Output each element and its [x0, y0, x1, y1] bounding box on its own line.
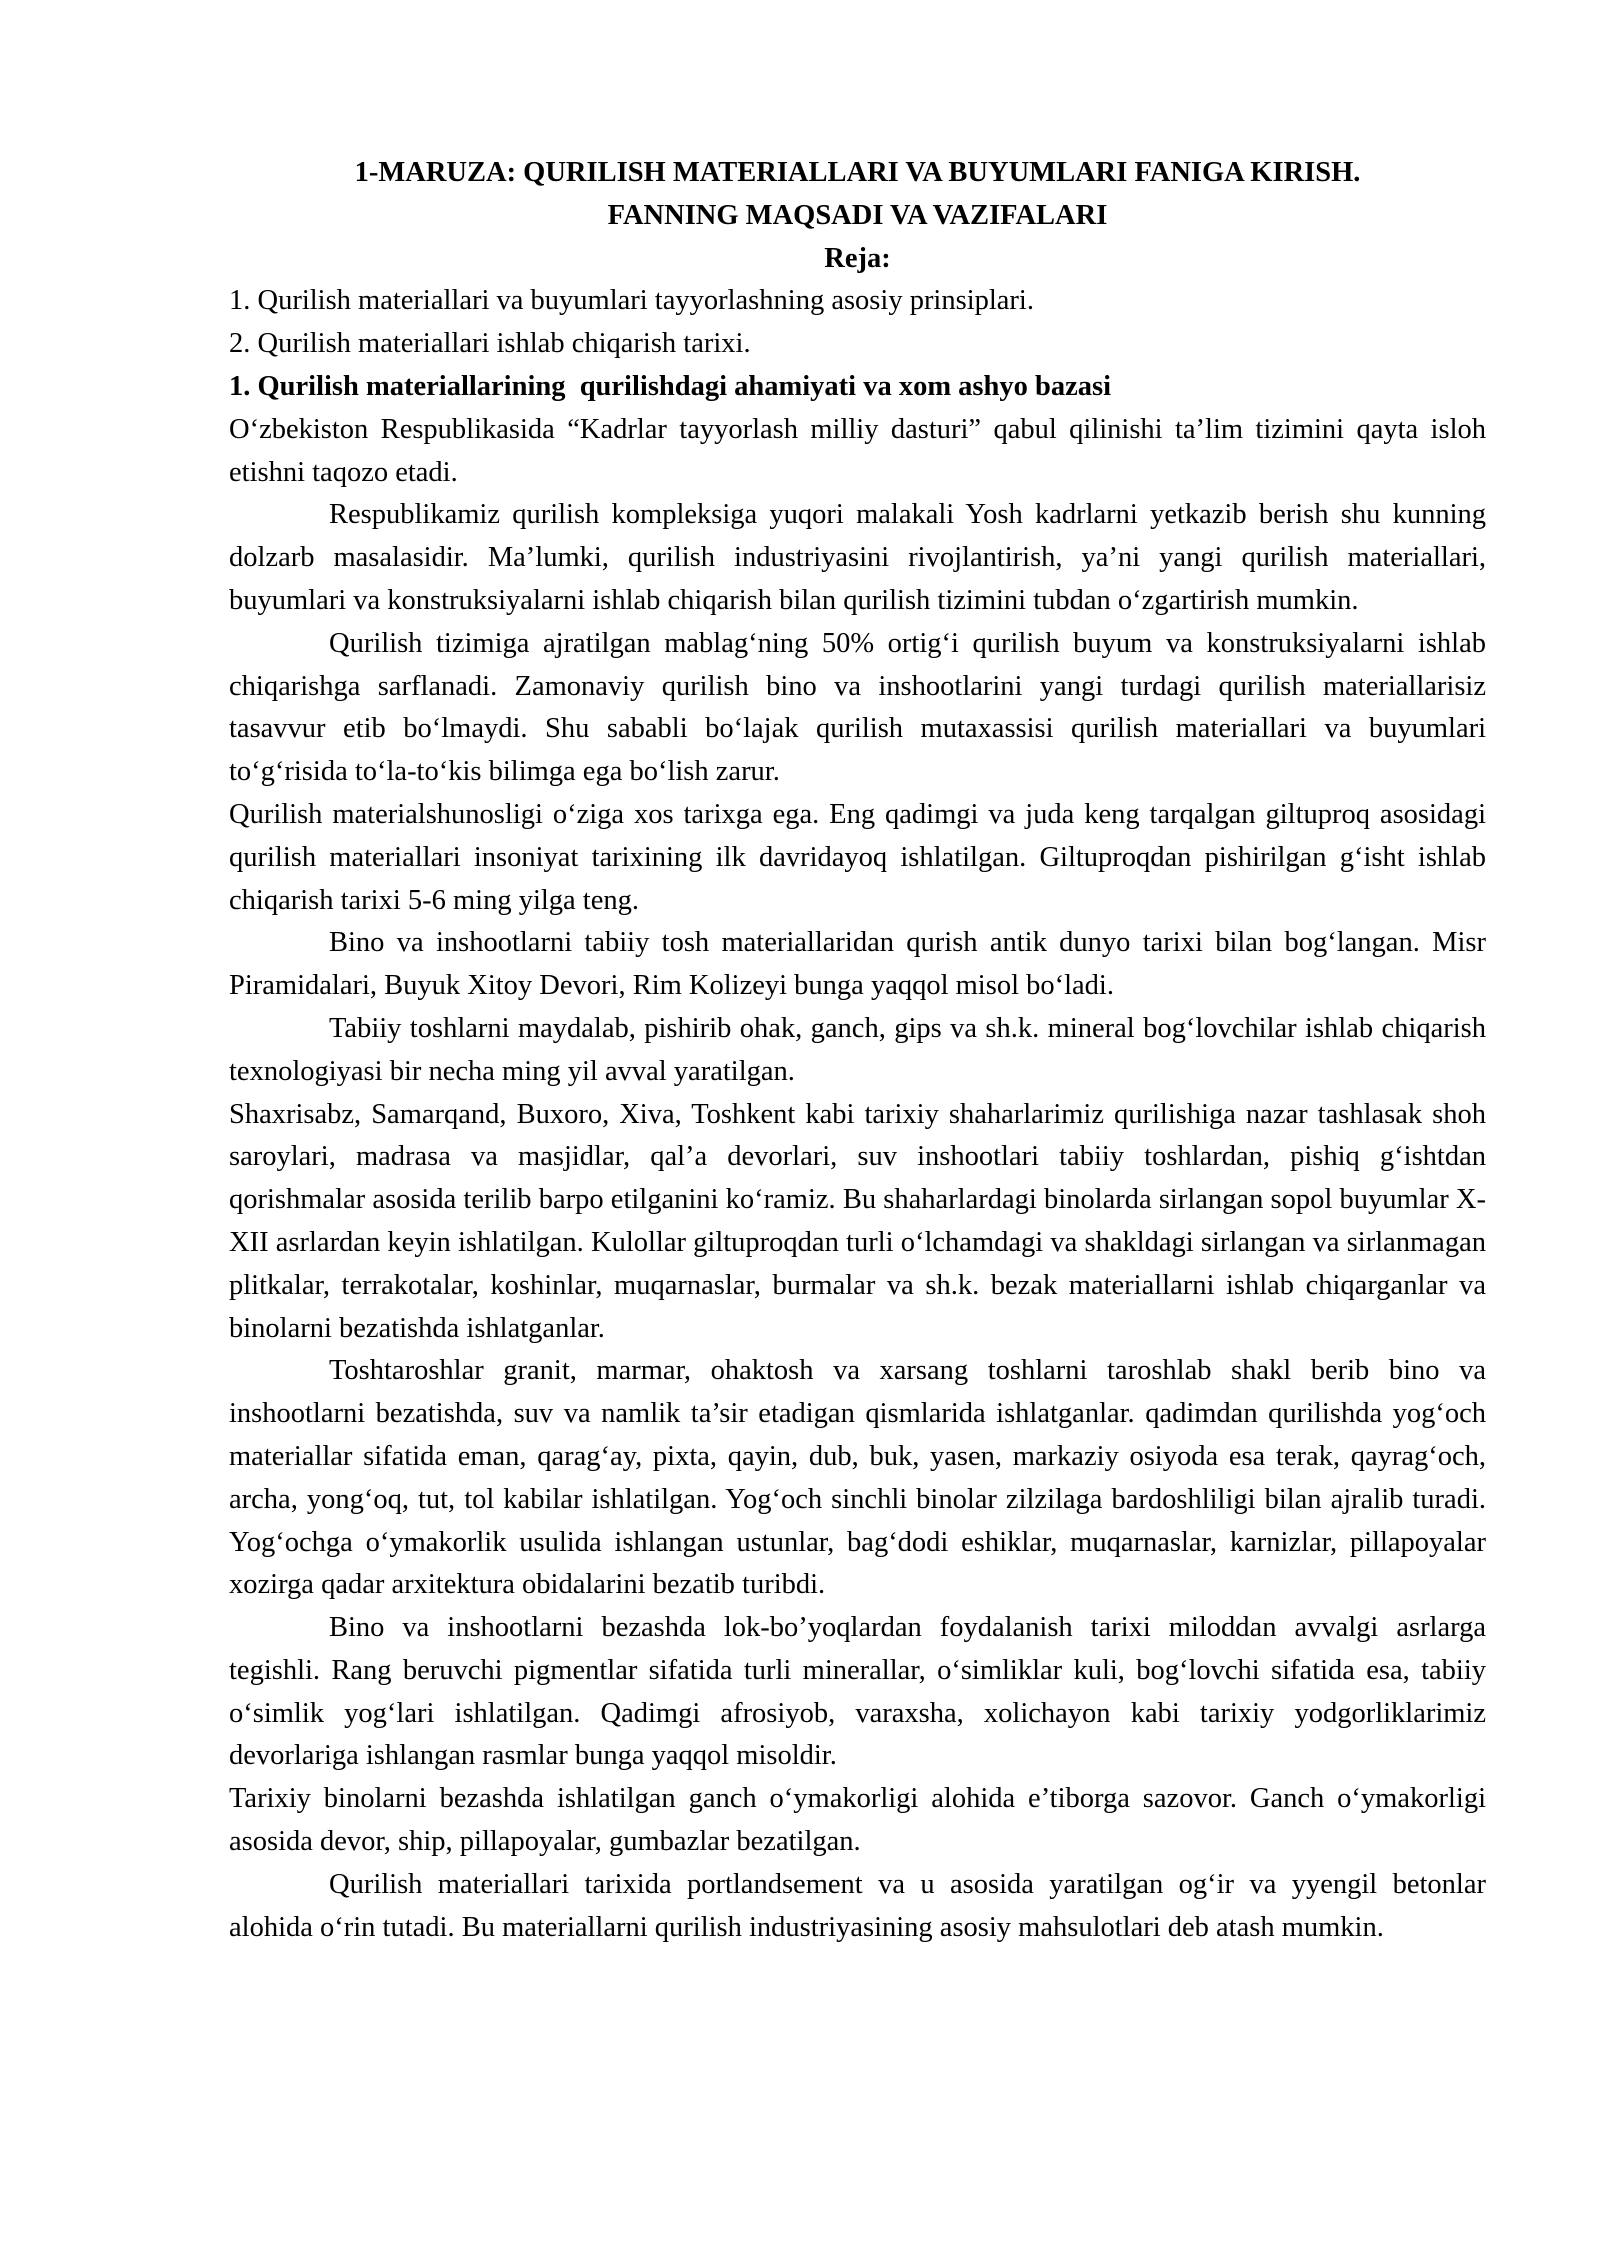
paragraph: Respublikamiz qurilish kompleksiga yuqori malakali Yosh kadrlarni yetkazib berish shu kunning dolzarb masalasidir. Ma’lumki, qurilish industriyasini rivojlantirish, ya’ni yangi qurilish materiallari, buyumlari va konstruksiyalarni ishlab chiqarish bilan qurilish tizimini tubdan oʻzgartirish mumkin.	[229, 499, 1486, 616]
paragraph: Shaxrisabz, Samarqand, Buxoro, Xiva, Toshkent kabi tarixiy shaharlarimiz qurilishiga nazar tashlasak shoh saroylari, madrasa va masjidlar, qal’a devorlari, suv inshootlari tabiiy toshlardan, pishiq gʻishtdan qorishmalar asosida terilib barpo etilganini koʻramiz. Bu shaharlardagi binolarda sirlangan sopol buyumlar X-XII asrlardan keyin ishlatilgan. Kulollar giltuproqdan turli oʻlchamdagi va shakldagi sirlangan va sirlanmagan plitkalar, terrakotalar, koshinlar, muqarnaslar, burmalar va sh.k. bezak materiallarni ishlab chiqarganlar va binolarni bezatishda ishlatganlar.	[229, 1098, 1486, 1344]
section-heading: 1. Qurilish materiallarining qurilishdagi ahamiyati va xom ashyo bazasi	[229, 370, 1112, 402]
paragraph: Tabiiy toshlarni maydalab, pishirib ohak, ganch, gips va sh.k. mineral bogʻlovchilar ishlab chiqarish texnologiyasi bir necha ming yil avval yaratilgan.	[229, 1012, 1486, 1087]
paragraph: Tarixiy binolarni bezashda ishlatilgan ganch oʻymakorligi alohida e’tiborga sazovor. Ganch oʻymakorligi asosida devor, ship, pillapoyalar, gumbazlar bezatilgan.	[229, 1783, 1486, 1858]
plan-item: 1. Qurilish materiallari va buyumlari tayyorlashning asosiy prinsiplari.	[229, 285, 1034, 317]
plan-item: 2. Qurilish materiallari ishlab chiqarish tarixi.	[229, 328, 751, 360]
paragraph: Bino va inshootlarni bezashda lok-bo’yoqlardan foydalanish tarixi miloddan avvalgi asrlarga tegishli. Rang beruvchi pigmentlar sifatida turli minerallar, oʻsimliklar kuli, bogʻlovchi sifatida esa, tabiiy oʻsimlik yogʻlari ishlatilgan. Qadimgi afrosiyob, varaxsha, xolichayon kabi tarixiy yodgorliklarimiz devorlariga ishlangan rasmlar bunga yaqqol misoldir.	[229, 1612, 1486, 1772]
document-title-line-2: FANNING MAQSADI VA VAZIFALARI	[607, 199, 1108, 231]
document-title-line-1: 1-MARUZA: QURILISH MATERIALLARI VA BUYUMLARI FANIGA KIRISH.	[354, 157, 1361, 188]
document-page	[229, 152, 1486, 1949]
body-text	[229, 409, 1486, 1950]
paragraph: Qurilish tizimiga ajratilgan mablagʻning 50% ortigʻi qurilish buyum va konstruksiyalarni ishlab chiqarishga sarflanadi. Zamonaviy qurilish bino va inshootlarini yangi turdagi qurilish materiallarisiz tasavvur etib boʻlmaydi. Shu sababli boʻlajak qurilish mutaxassisi qurilish materiallari va buyumlari toʻgʻrisida toʻla-toʻkis bilimga ega boʻlish zarur.	[229, 627, 1486, 788]
plan-heading: Reja:	[824, 242, 891, 274]
paragraph: Qurilish materiallari tarixida portlandsement va u asosida yaratilgan ogʻir va yyengil betonlar alohida oʻrin tutadi. Bu materiallarni qurilish industriyasining asosiy mahsulotlari deb atash mumkin.	[229, 1868, 1486, 1943]
paragraph: Toshtaroshlar granit, marmar, ohaktosh va xarsang toshlarni taroshlab shakl berib bino va inshootlarni bezatishda, suv va namlik ta’sir etadigan qismlarida ishlatganlar. qadimdan qurilishda yogʻoch materiallar sifatida eman, qaragʻay, pixta, qayin, dub, buk, yasen, markaziy osiyoda esa terak, qayragʻoch, archa, yongʻoq, tut, tol kabilar ishlatilgan. Yogʻoch sinchli binolar zilzilaga bardoshliligi bilan ajralib turadi. Yogʻochga oʻymakorlik usulida ishlangan ustunlar, bagʻdodi eshiklar, muqarnaslar, karnizlar, pillapoyalar xozirga qadar arxitektura obidalarini bezatib turibdi.	[229, 1355, 1486, 1601]
paragraph: Qurilish materialshunosligi oʻziga xos tarixga ega. Eng qadimgi va juda keng tarqalgan giltuproq asosidagi qurilish materiallari insoniyat tarixining ilk davridayoq ishlatilgan. Giltuproqdan pishirilgan gʻisht ishlab chiqarish tarixi 5-6 ming yilga teng.	[229, 798, 1486, 916]
paragraph: Oʻzbekiston Respublikasida “Kadrlar tayyorlash milliy dasturi” qabul qilinishi ta’lim tizimini qayta isloh etishni taqozo etadi.	[229, 413, 1486, 488]
paragraph: Bino va inshootlarni tabiiy tosh materiallaridan qurish antik dunyo tarixi bilan bogʻlangan. Misr Piramidalari, Buyuk Xitoy Devori, Rim Kolizeyi bunga yaqqol misol boʻladi.	[229, 927, 1486, 1002]
